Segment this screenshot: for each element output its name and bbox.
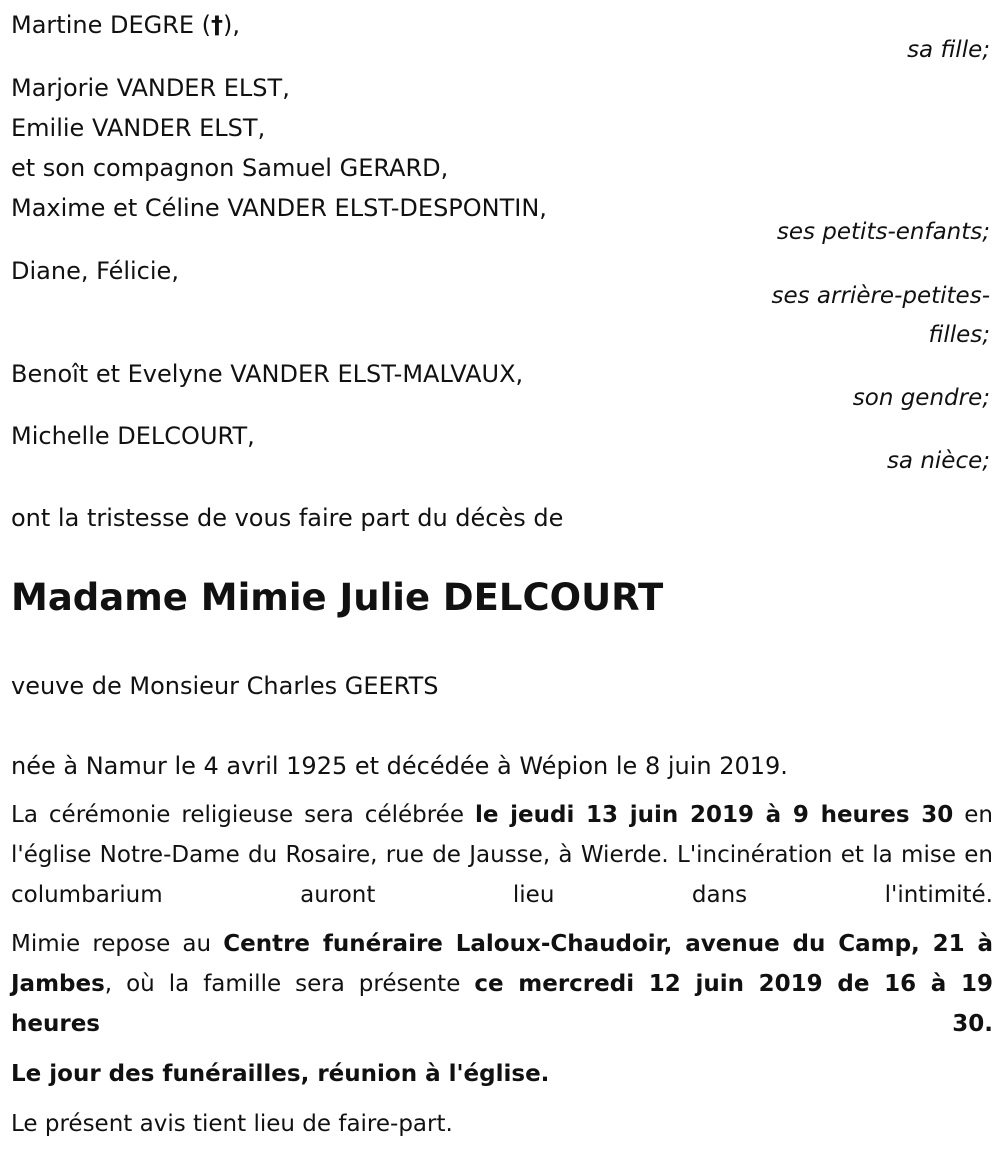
visitation-intro: Mimie repose au <box>11 931 224 957</box>
birth-death-text: née à Namur le 4 avril 1925 et décédée à Wépion le 8 juin 2019. <box>11 752 788 780</box>
great-grandchildren-relation: ses arrière-petites- <box>771 283 990 309</box>
daughter-name-suffix: ), <box>223 11 241 39</box>
great-grandchildren-relation-cont: filles; <box>928 322 990 348</box>
grandchild-line: et son compagnon Samuel GERARD, <box>11 154 449 182</box>
son-in-law-relation: son gendre; <box>852 385 990 411</box>
ceremony-paragraph <box>11 795 993 915</box>
ceremony-date-time: le jeudi 13 juin 2019 à 9 heures 30 <box>474 802 954 828</box>
visitation-date-time: ce mercredi 12 juin 2019 de 16 à 19 heures 30. <box>11 971 993 1037</box>
son-in-law-line: Benoît et Evelyne VANDER ELST-MALVAUX, <box>11 360 524 388</box>
great-grandchildren-line: Diane, Félicie, <box>11 257 179 285</box>
grandchild-line: Emilie VANDER ELST, <box>11 114 266 142</box>
grandchild-line: Marjorie VANDER ELST, <box>11 74 290 102</box>
visitation-place: Centre funéraire Laloux-Chaudoir, avenue du Camp, 21 à Jambes <box>11 931 993 997</box>
cross-icon: † <box>211 11 224 39</box>
meeting-bold: Le jour des funérailles, réunion à l'église. <box>11 1061 550 1087</box>
ceremony-details: en l'église Notre-Dame du Rosaire, rue de Jausse, à Wierde. L'incinération et la mise en columbarium auront lieu dans l'intimité. <box>11 802 993 908</box>
announcement-text: ont la tristesse de vous faire part du décès de <box>11 504 564 532</box>
notice-text: Le présent avis tient lieu de faire-part. <box>11 1111 453 1137</box>
ceremony-intro: La cérémonie religieuse sera célébrée <box>11 802 475 828</box>
grandchildren-relation: ses petits-enfants; <box>776 219 990 245</box>
widow-of-text: veuve de Monsieur Charles GEERTS <box>11 672 439 700</box>
daughter-relation: sa fille; <box>907 37 990 63</box>
visitation-middle: , où la famille sera présente <box>104 971 475 997</box>
grandchild-line: Maxime et Céline VANDER ELST-DESPONTIN, <box>11 194 547 222</box>
niece-line: Michelle DELCOURT, <box>11 422 255 450</box>
visitation-paragraph <box>11 924 993 1044</box>
niece-relation: sa nièce; <box>886 448 990 474</box>
meeting-text <box>11 1054 993 1094</box>
daughter-name-text: Martine DEGRE ( <box>11 11 212 39</box>
daughter-name <box>11 10 240 40</box>
deceased-name: Madame Mimie Julie DELCOURT <box>11 576 664 619</box>
